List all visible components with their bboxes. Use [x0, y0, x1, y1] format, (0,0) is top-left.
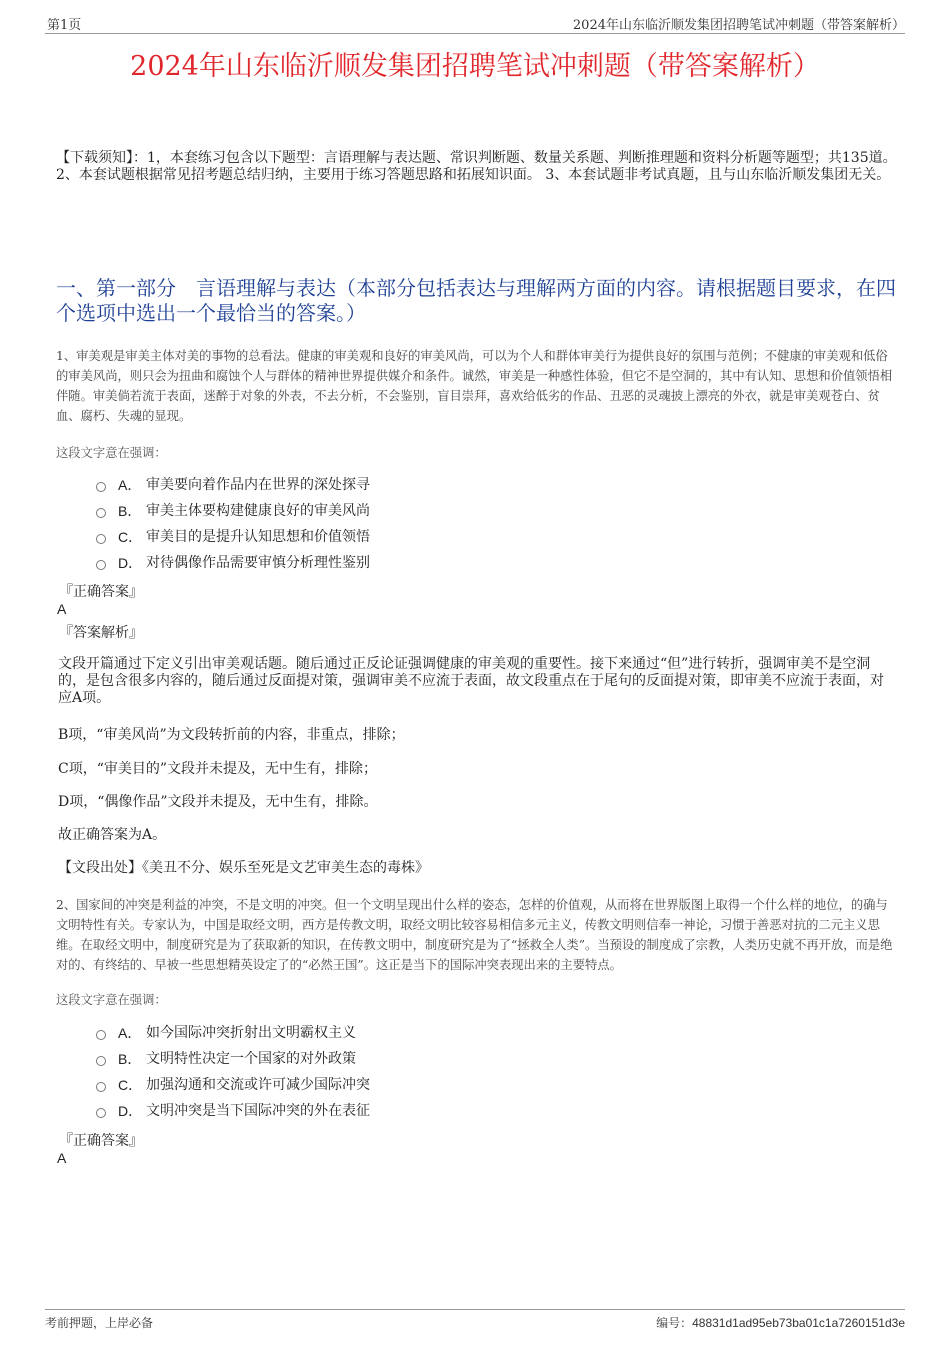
- question-2-answer-label: 『正确答案』: [59, 1133, 143, 1149]
- option-text: 加强沟通和交流或许可减少国际冲突: [146, 1077, 370, 1093]
- document-id-value: 48831d1ad95eb73ba01c1a7260151d3e: [692, 1316, 905, 1330]
- header-divider: [45, 33, 905, 34]
- radio-icon[interactable]: [96, 534, 106, 544]
- question-1-answer-label: 『正确答案』: [59, 584, 143, 600]
- option-letter: A．: [118, 477, 142, 493]
- radio-icon[interactable]: [96, 1030, 106, 1040]
- option-text: 文明特性决定一个国家的对外政策: [146, 1051, 356, 1067]
- question-2-passage: 2、国家间的冲突是利益的冲突，不是文明的冲突。但一个文明呈现出什么样的姿态，怎样的价值观，从而将在世界版图上取得一个什么样的地位，的确与文明特性有关。专家认为，中国是取经文明，西方是传教文明，取经文明比较容易相信多元主义，传教文明则信奉一神论，习惯于善恶对抗的二元主义思维。在取经文明中，制度研究是为了获取新的知识，在传教文明中，制度研究是为了“拯救全人类”。当预设的制度成了宗教，人类历史就不再开放，而是绝对的、有终结的、早被一些思想精英设定了的“必然王国”。这正是当下的国际冲突表现出来的主要特点。: [56, 898, 893, 972]
- question-1-analysis-paragraph: 文段开篇通过下定义引出审美观话题。随后通过正反论证强调健康的审美观的重要性。接下来通过“但”进行转折，强调审美不是空洞的，是包含很多内容的，随后通过反面提对策，强调审美不应流于表面，故文段重点在于尾句的反面提对策，即审美不应流于表面，对应A项。: [58, 656, 884, 706]
- option-text: 文明冲突是当下国际冲突的外在表征: [146, 1103, 370, 1119]
- question-1-answer: A: [57, 601, 67, 617]
- question-2-option-d[interactable]: [96, 1098, 370, 1124]
- page-title: 2024年山东临沂顺发集团招聘笔试冲刺题（带答案解析）: [130, 51, 820, 82]
- option-letter: C．: [118, 529, 143, 545]
- page-number: 第1页: [47, 18, 82, 33]
- option-letter: C．: [118, 1077, 143, 1093]
- option-text: 审美目的是提升认知思想和价值领悟: [146, 529, 370, 545]
- radio-icon[interactable]: [96, 508, 106, 518]
- option-letter: D．: [118, 1103, 143, 1119]
- option-text: 审美主体要构建健康良好的审美风尚: [146, 503, 370, 519]
- running-header: 2024年山东临沂顺发集团招聘笔试冲刺题（带答案解析）: [572, 18, 905, 33]
- radio-icon[interactable]: [96, 1108, 106, 1118]
- footer-slogan: 考前押题，上岸必备: [45, 1316, 154, 1330]
- option-text: 审美要向着作品内在世界的深处探寻: [146, 477, 370, 493]
- document-id-label: 编号：: [656, 1316, 693, 1330]
- option-letter: A．: [118, 1025, 142, 1041]
- question-2-prompt: 这段文字意在强调：: [56, 993, 167, 1007]
- footer-divider: [45, 1309, 905, 1310]
- radio-icon[interactable]: [96, 560, 106, 570]
- question-2-answer: A: [57, 1150, 67, 1166]
- question-2-option-c[interactable]: [96, 1072, 370, 1098]
- question-1-option-b[interactable]: [96, 498, 370, 524]
- option-letter: B．: [118, 503, 142, 519]
- question-1-option-d[interactable]: [96, 550, 370, 576]
- question-1-passage: 1、审美观是审美主体对美的事物的总看法。健康的审美观和良好的审美风尚，可以为个人和群体审美行为提供良好的氛围与范例；不健康的审美观和低俗的审美风尚，则只会为扭曲和腐蚀个人与群体的精神世界提供媒介和条件。诚然，审美是一种感性体验，但它不是空洞的，其中有认知、思想和价值领悟相伴随。审美倘若流于表面，迷醉于对象的外表，不去分析，不会鉴别，盲目崇拜，喜欢给低劣的作品、丑恶的灵魂披上漂亮的外衣，就是审美观苍白、贫血、腐朽、失魂的显现。: [56, 349, 893, 423]
- question-1-source: 【文段出处】《美丑不分、娱乐至死是文艺审美生态的毒株》: [58, 860, 429, 876]
- radio-icon[interactable]: [96, 482, 106, 492]
- question-2-options: [96, 1020, 370, 1124]
- question-1-analysis-paragraph: B项，“审美风尚”为文段转折前的内容，非重点，排除；: [58, 727, 405, 743]
- option-text: 如今国际冲突折射出文明霸权主义: [146, 1025, 356, 1041]
- question-1-conclusion: 故正确答案为A。: [58, 827, 167, 843]
- option-text: 对待偶像作品需要审慎分析理性鉴别: [146, 555, 370, 571]
- question-1-analysis-label: 『答案解析』: [59, 625, 143, 641]
- question-2-option-b[interactable]: [96, 1046, 370, 1072]
- radio-icon[interactable]: [96, 1082, 106, 1092]
- option-letter: B．: [118, 1051, 142, 1067]
- question-1-prompt: 这段文字意在强调：: [56, 446, 167, 460]
- download-notice: 【下载须知】：1，本套练习包含以下题型：言语理解与表达题、常识判断题、数量关系题、判断推理题和资料分析题等题型；共135道。 2、本套试题根据常见招考题总结归纳，主要用于练习答题思路和拓展知识面。 3、本套试题非考试真题，且与山东临沂顺发集团无关。: [56, 150, 897, 183]
- question-1-option-a[interactable]: [96, 472, 370, 498]
- question-1-analysis-paragraph: D项，“偶像作品”文段并未提及，无中生有，排除。: [58, 794, 378, 810]
- question-1-analysis-paragraph: C项，“审美目的”文段并未提及，无中生有，排除；: [58, 761, 378, 777]
- radio-icon[interactable]: [96, 1056, 106, 1066]
- section-heading: 一、第一部分 言语理解与表达（本部分包括表达与理解两方面的内容。请根据题目要求，在四个选项中选出一个最恰当的答案。）: [56, 276, 896, 325]
- question-1-option-c[interactable]: [96, 524, 370, 550]
- document-id: [656, 1314, 905, 1331]
- question-2-option-a[interactable]: [96, 1020, 370, 1046]
- question-1-options: [96, 472, 370, 576]
- option-letter: D．: [118, 555, 143, 571]
